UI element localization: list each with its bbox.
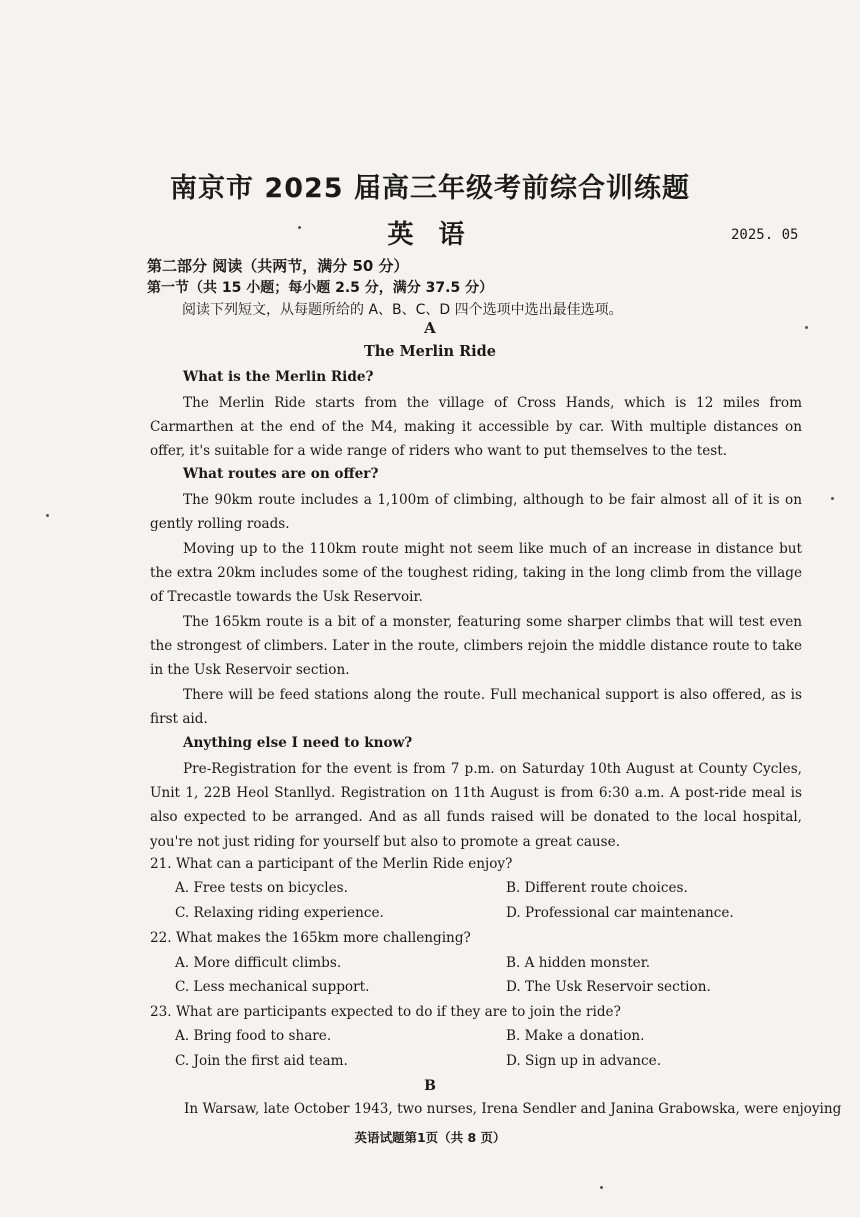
question-23: 23. What are participants expected to do if they are to join the ride? bbox=[150, 1004, 621, 1020]
scan-speck bbox=[600, 1186, 603, 1189]
option-21b: B. Different route choices. bbox=[506, 880, 688, 896]
instructions: 阅读下列短文，从每题所给的 A、B、C、D 四个选项中选出最佳选项。 bbox=[182, 302, 623, 318]
option-22b: B. A hidden monster. bbox=[506, 955, 651, 971]
section-heading: 第一节（共 15 小题；每小题 2.5 分，满分 37.5 分） bbox=[147, 280, 494, 296]
option-21a: A. Free tests on bicycles. bbox=[175, 880, 348, 896]
scan-speck bbox=[298, 226, 301, 229]
paragraph-6: Pre-Registration for the event is from 7 p.m. on Saturday 10th August at County Cycles, Unit 1, 22B Heol Stanllyd. Registration on 11th August is from 6:30 a.m. A post-ride meal is also expected to be arranged. And as all funds raised will be donated to the local hospital, you're not just riding for yourself but also to promote a great cause. bbox=[150, 761, 802, 850]
option-21d: D. Professional car maintenance. bbox=[506, 905, 734, 921]
option-21c: C. Relaxing riding experience. bbox=[175, 905, 384, 921]
scan-speck bbox=[831, 497, 834, 500]
option-22a: A. More difficult climbs. bbox=[175, 955, 342, 971]
part-heading: 第二部分 阅读（共两节，满分 50 分） bbox=[147, 257, 409, 275]
question-21: 21. What can a participant of the Merlin Ride enjoy? bbox=[150, 856, 513, 872]
question-22: 22. What makes the 165km more challenging? bbox=[150, 930, 471, 946]
heading-routes: What routes are on offer? bbox=[183, 466, 379, 482]
scan-speck bbox=[46, 514, 49, 517]
option-23a: A. Bring food to share. bbox=[175, 1028, 332, 1044]
paragraph-5: There will be feed stations along the route. Full mechanical support is also offered, as is first aid. bbox=[150, 687, 802, 728]
passage-b-label: B bbox=[424, 1078, 436, 1094]
subject-title: 英 语 bbox=[387, 220, 473, 250]
passage-a-label: A bbox=[424, 319, 436, 337]
heading-anything-else: Anything else I need to know? bbox=[183, 735, 413, 751]
option-23b: B. Make a donation. bbox=[506, 1028, 645, 1044]
page-footer: 英语试题第1页（共 8 页） bbox=[354, 1130, 506, 1145]
passage-a-title: The Merlin Ride bbox=[363, 343, 497, 360]
exam-title: 南京市 2025 届高三年级考前综合训练题 bbox=[170, 173, 690, 204]
paragraph-4: The 165km route is a bit of a monster, featuring some sharper climbs that will test even the strongest of climbers. Later in the route, climbers rejoin the middle distance route to take in the Usk Reservoir section. bbox=[150, 614, 802, 679]
option-23d: D. Sign up in advance. bbox=[506, 1053, 662, 1069]
paragraph-2: The 90km route includes a 1,100m of climbing, although to be fair almost all of it is on gently rolling roads. bbox=[150, 492, 802, 533]
option-22d: D. The Usk Reservoir section. bbox=[506, 979, 711, 995]
option-22c: C. Less mechanical support. bbox=[175, 979, 370, 995]
paragraph-3: Moving up to the 110km route might not seem like much of an increase in distance but the extra 20km includes some of the toughest riding, taking in the long climb from the village of Trecastle towards the Usk Reservoir. bbox=[150, 541, 802, 606]
passage-b-first-line: In Warsaw, late October 1943, two nurses, Irena Sendler and Janina Grabowska, were enjoying bbox=[184, 1101, 842, 1117]
heading-what-is: What is the Merlin Ride? bbox=[183, 369, 374, 385]
scan-speck bbox=[805, 326, 808, 329]
option-23c: C. Join the first aid team. bbox=[175, 1053, 348, 1069]
exam-date: 2025. 05 bbox=[731, 227, 799, 243]
paragraph-1: The Merlin Ride starts from the village of Cross Hands, which is 12 miles from Carmarthen at the end of the M4, making it accessible by car. With multiple distances on offer, it's suitable for a wide range of riders who want to put themselves to the test. bbox=[150, 395, 802, 460]
